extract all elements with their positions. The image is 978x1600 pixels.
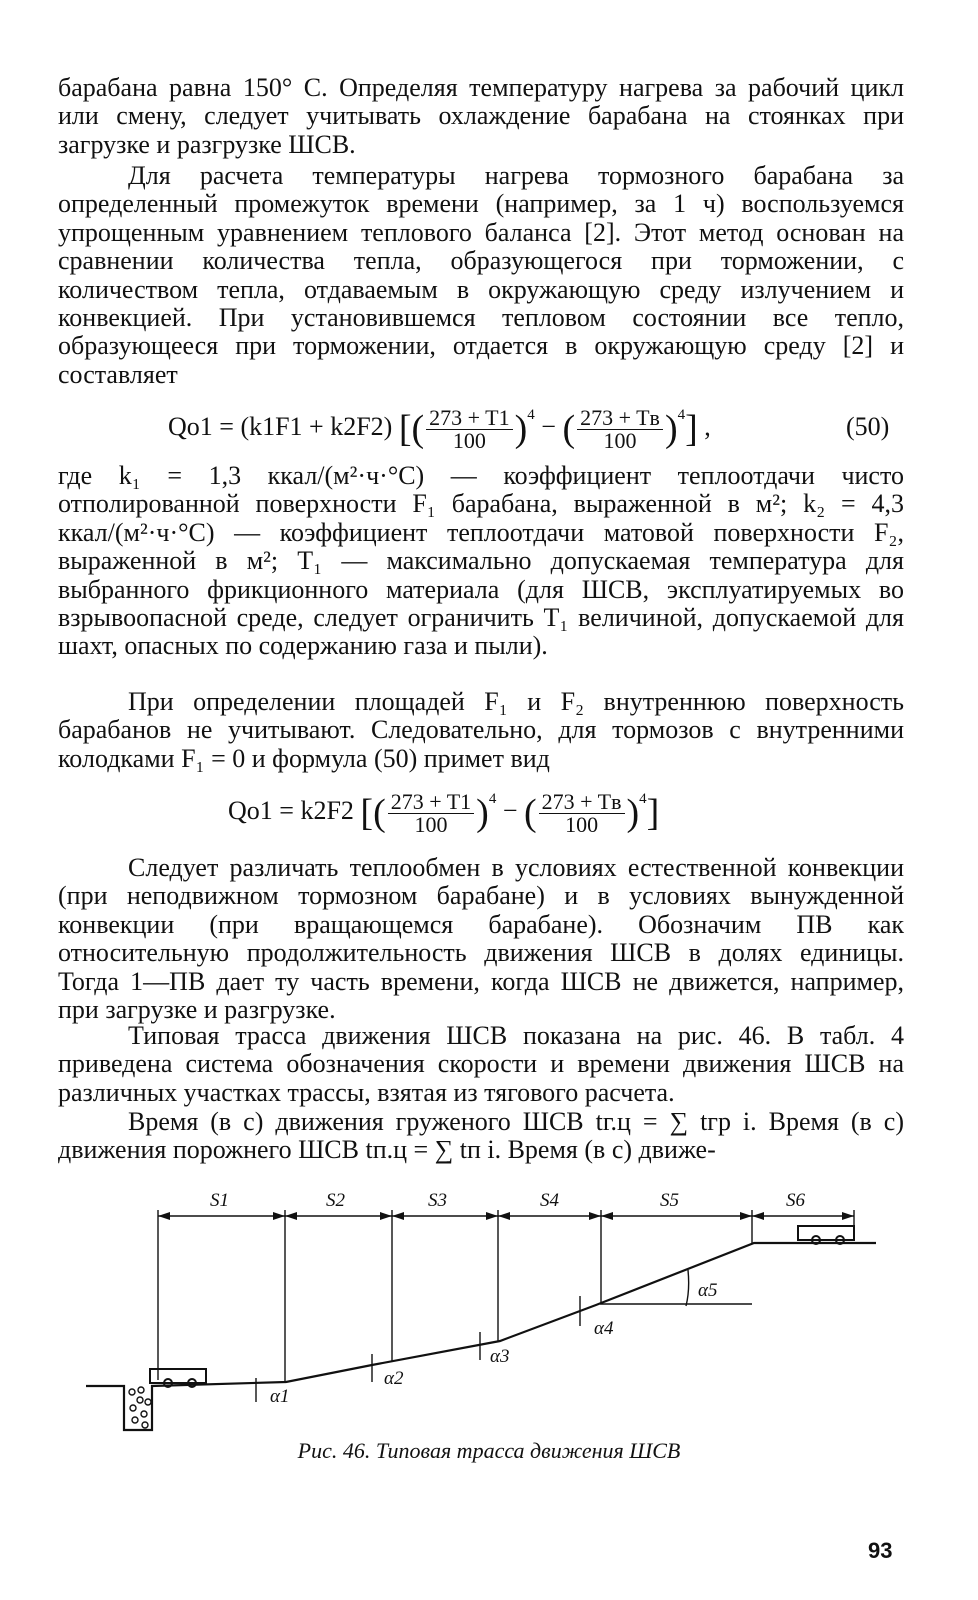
formula-50: Qo1 = (k1F1 + k2F2) [( $\frac{273 + T1}{100}$ )$^4$ − ( $\frac{273 + Tв}{100}$ )$^4$] , bbox=[168, 404, 711, 453]
paragraph-4: При определении площадей F₁ и F₂ внутреннюю поверхность барабанов не учитывают. Следовательно, для тормозов с внутренними колодками F₁ = 0 и формула (50) примет вид bbox=[58, 687, 904, 773]
spoil-pile bbox=[129, 1387, 151, 1428]
empty-vehicle bbox=[798, 1226, 854, 1244]
formula-2-num1: 273 + T1 bbox=[388, 791, 474, 814]
segment-label-5: S5 bbox=[660, 1190, 679, 1211]
segment-label-3: S3 bbox=[428, 1190, 447, 1211]
paragraph-5: Следует различать теплообмен в условиях естественной конвекции (при неподвижном тормозном барабане) и в условиях вынужденной конвекции (при вращающемся барабане). Обозначим ПВ как относительную продолжительность движения ШСВ в долях единицы. Тогда 1—ПВ дает ту часть времени, когда ШСВ не движется, например, при загрузке и разгрузке. bbox=[58, 853, 904, 1025]
paragraph-3: где k₁ = 1,3 ккал/(м²·ч·°С) — коэффициент теплоотдачи чисто отполированной поверхности F₁ барабана, выраженной в м²; k₂ = 4,3 ккал/(м²·ч·°С) — коэффициент теплоотдачи матовой поверхности F₂, выраженной в м²; T₁ — максимально допускаемая температура для выбранного фрикционного материала (для ШСВ, эксплуатируемых во взрывоопасной среде, следует ограничить T₁ величиной, допускаемой для шахт, опасных по содержанию газа и пыли). bbox=[58, 461, 904, 661]
paragraph-2: Для расчета температуры нагрева тормозного барабана за определенный промежуток времени (например, за 1 ч) воспользуемся упрощенным уравнением теплового баланса [2]. Этот метод основан на сравнении количества тепла, образующегося при торможении, с количеством тепла, отдаваемым в окружающую среду излучением и конвекцией. При установившемся тепловом состоянии все тепло, образующееся при торможении, отдается в окружающую среду [2] и составляет bbox=[58, 161, 904, 389]
formula-2-pow1: 4 bbox=[488, 791, 497, 807]
angle-markers bbox=[256, 1270, 752, 1402]
formula-50-den2: 100 bbox=[603, 427, 637, 453]
formula-2-num2: 273 + Tв bbox=[539, 791, 625, 814]
formula-2: Qo1 = k2F2 [( $\frac{273 + T1}{100}$ )$^4$ − ( $\frac{273 + Tв}{100}$ )$^4$] bbox=[228, 788, 660, 837]
angle-label-3: α3 bbox=[490, 1346, 510, 1367]
paragraph-1: барабана равна 150° С. Определяя температуру нагрева за рабочий цикл или смену, следует учитывать охлаждение барабана на стоянках при загрузке и разгрузке ШСВ. bbox=[58, 73, 904, 159]
segment-label-2: S2 bbox=[326, 1190, 345, 1211]
track-line bbox=[86, 1383, 376, 1600]
paragraph-7: Время (в с) движения груженого ШСВ tг.ц = ∑ tгр i. Время (в с) движения порожнего ШСВ tп.ц = ∑ tп i. Время (в с) движе- bbox=[58, 1107, 904, 1165]
equation-number: (50) bbox=[846, 412, 890, 441]
formula-50-num2: 273 + Tв bbox=[577, 407, 663, 430]
figure-caption: Рис. 46. Типовая трасса движения ШСВ bbox=[297, 1438, 681, 1463]
angle-label-4: α4 bbox=[594, 1318, 614, 1339]
page-number: 93 bbox=[868, 1538, 893, 1563]
formula-50-pow1: 4 bbox=[527, 407, 535, 423]
formula-50-num1: 273 + T1 bbox=[426, 407, 512, 430]
formula-50-pow2: 4 bbox=[677, 407, 686, 423]
segment-label-1: S1 bbox=[210, 1190, 229, 1211]
angle-label-2: α2 bbox=[384, 1368, 404, 1389]
angle-label-5: α5 bbox=[698, 1280, 718, 1301]
segment-label-4: S4 bbox=[540, 1190, 559, 1211]
route-slope bbox=[86, 1243, 876, 1430]
formula-2-lhs: Qo1 = k2F2 bbox=[228, 796, 354, 825]
formula-2-den2: 100 bbox=[565, 811, 599, 837]
formula-2-den1: 100 bbox=[414, 811, 448, 837]
angle-label-1: α1 bbox=[270, 1386, 290, 1407]
formula-50-lhs: Qo1 = (k1F1 + k2F2) bbox=[168, 412, 393, 441]
formula-50-den1: 100 bbox=[452, 427, 486, 453]
paragraph-6: Типовая трасса движения ШСВ показана на рис. 46. В табл. 4 приведена система обозначения скорости и времени движения ШСВ на различных участках трассы, взятая из тягового расчета. bbox=[58, 1021, 904, 1107]
segment-label-6: S6 bbox=[786, 1190, 805, 1211]
formula-2-pow2: 4 bbox=[639, 791, 647, 807]
